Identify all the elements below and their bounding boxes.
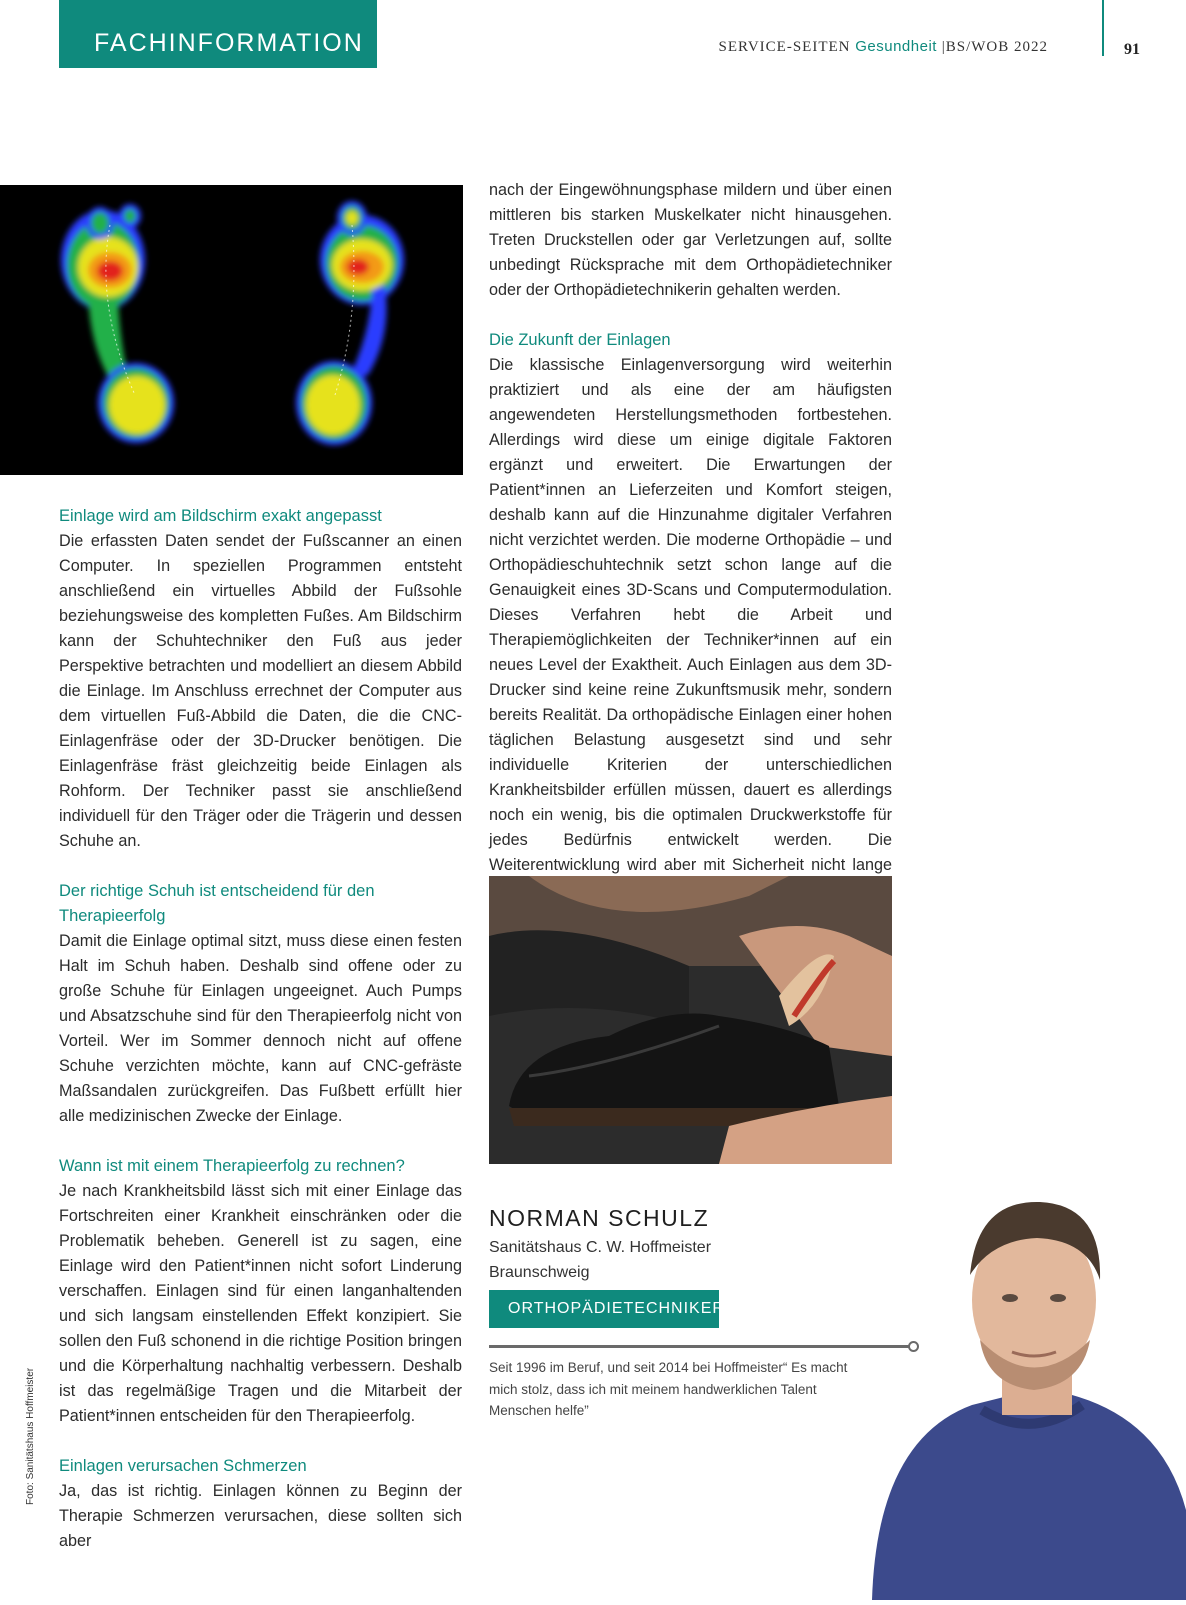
expert-quote: Seit 1996 im Beruf, und seit 2014 bei Hoffmeister“ Es macht mich stolz, dass ich mit meinem handwerklichen Talent Menschen helfe”	[489, 1360, 848, 1418]
section-body: Ja, das ist richtig. Einlagen können zu Beginn der Therapie Schmerzen verursachen, diese sollten sich aber	[59, 1482, 462, 1550]
section-heading: Wann ist mit einem Therapieerfolg zu rechnen?	[59, 1157, 405, 1175]
expert-affiliation	[489, 1235, 711, 1285]
section-body: Damit die Einlage optimal sitzt, muss diese einen festen Halt im Schuh haben. Deshalb sind offene oder zu große Schuhe für Einlagen ungeeignet. Auch Pumps und Absatzschuhe sind für den Therapieerfolg nicht von Vorteil. Wer im Sommer dennoch nicht auf offene Schuhe verzichten möchte, kann auf CNC-gefräste Maßsandalen zurückgreifen. Das Fußbett erfüllt hier alle medizinischen Zwecke der Einlage.	[59, 932, 462, 1125]
running-header-separator: |	[941, 39, 946, 55]
section-tag-label: FACHINFORMATION	[94, 29, 364, 57]
photo-credit: Foto: Sanitätshaus Hoffmeister	[25, 1367, 36, 1505]
expert-city: Braunschweig	[489, 1264, 590, 1281]
header-divider	[1102, 0, 1104, 56]
role-badge	[489, 1290, 725, 1328]
expert-company: Sanitätshaus C. W. Hoffmeister	[489, 1239, 712, 1256]
section-heading: Der richtige Schuh ist entscheidend für den Therapieerfolg	[59, 882, 375, 925]
running-header	[719, 38, 1048, 56]
section-heading: Einlagen verursachen Schmerzen	[59, 1457, 307, 1475]
expert-name: NORMAN SCHULZ	[489, 1205, 710, 1231]
section-heading: Die Zukunft der Einlagen	[489, 331, 671, 349]
insole-shoe-photo	[489, 876, 892, 1164]
role-badge-label: ORTHOPÄDIETECHNIKER	[508, 1300, 725, 1317]
left-column	[59, 504, 462, 1554]
section-body: Die erfassten Daten sendet der Fußscanner an einen Computer. In speziellen Programmen entsteht anschließend ein virtuelles Abbild der Fußsohle beziehungsweise des kompletten Fußes. Am Bildschirm kann der Schuhtechniker den Fuß aus jeder Perspektive betrachten und modelliert an diesem Abbild die Einlage. Im Anschluss errechnet der Computer aus dem virtuellen Fuß-Abbild die Daten, die die CNC-Einlagenfräse oder der 3D-Drucker benötigen. Die Einlagenfräse fräst gleichzeitig beide Einlagen als Rohform. Der Techniker passt sie anschließend individuell für den Träger oder die Trägerin und dessen Schuhe an.	[59, 532, 462, 850]
page-number: 91	[1124, 41, 1140, 58]
foot-pressure-scan-image	[0, 185, 463, 475]
expert-portrait-photo	[862, 1180, 1186, 1600]
running-header-topic: Gesundheit	[855, 38, 937, 55]
section-heading: Einlage wird am Bildschirm exakt angepasst	[59, 507, 382, 525]
section-tag	[59, 0, 377, 68]
section-body: Die klassische Einlagenversorgung wird weiterhin praktiziert und als eine der am häufigsten angewendeten Herstellungsmethoden fortbestehen. Allerdings wird diese um einige digitale Faktoren ergänzt und erweitert. Die Erwartungen der Patient*innen an Lieferzeiten und Komfort steigen, deshalb kann auf die Hinzunahme digitaler Verfahren nicht verzichtet werden. Die moderne Orthopädie – und Orthopädieschuhtechnik setzt schon lange auf die Genauigkeit eines 3D-Scans und Computermodulation. Dieses Verfahren hebt die Arbeit und Therapiemöglichkeiten der Techniker*innen auf ein neues Level der Exaktheit. Auch Einlagen aus dem 3D-Drucker sind keine reine Zukunftsmusik mehr, sondern bereits Realität. Da orthopädische Einlagen einer hohen täglichen Belastung ausgesetzt sind und sehr individuelle Kriterien der unterschiedlichen Krankheitsbilder erfüllen müssen, dauert es allerdings noch ein wenig, bis die optimalen Druckwerkstoffe für jedes Bedürfnis entwickelt werden. Die Weiterentwicklung wird aber mit Sicherheit nicht lange	[489, 356, 892, 874]
section-body: Je nach Krankheitsbild lässt sich mit einer Einlage das Fortschreiten einer Krankheit einschränken oder die Problematik beheben. Generell ist zu sagen, eine Einlage wird den Patient*innen nicht sofort Linderung verschaffen. Einlagen sind für einen langanhaltenden und sich langsam einstellenden Effekt konzipiert. Sie sollen den Fuß schonend in die richtige Position bringen und die Körperhaltung nachhaltig verbessern. Deshalb ist das regelmäßige Tragen und die Mitarbeit der Patient*innen entscheiden für den Therapieerfolg.	[59, 1182, 462, 1425]
profile-divider	[489, 1345, 911, 1348]
running-header-region: BS/WOB 2022	[945, 39, 1048, 55]
running-header-section: SERVICE-SEITEN	[718, 39, 851, 55]
right-column	[489, 178, 892, 903]
continuation-text: nach der Eingewöhnungsphase mildern und über einen mittleren bis starken Muskelkater nicht hinausgehen. Treten Druckstellen oder gar Verletzungen auf, sollte unbedingt Rücksprache mit dem Orthopädietechniker oder der Orthopädietechnikerin gehalten werden.	[489, 181, 892, 299]
